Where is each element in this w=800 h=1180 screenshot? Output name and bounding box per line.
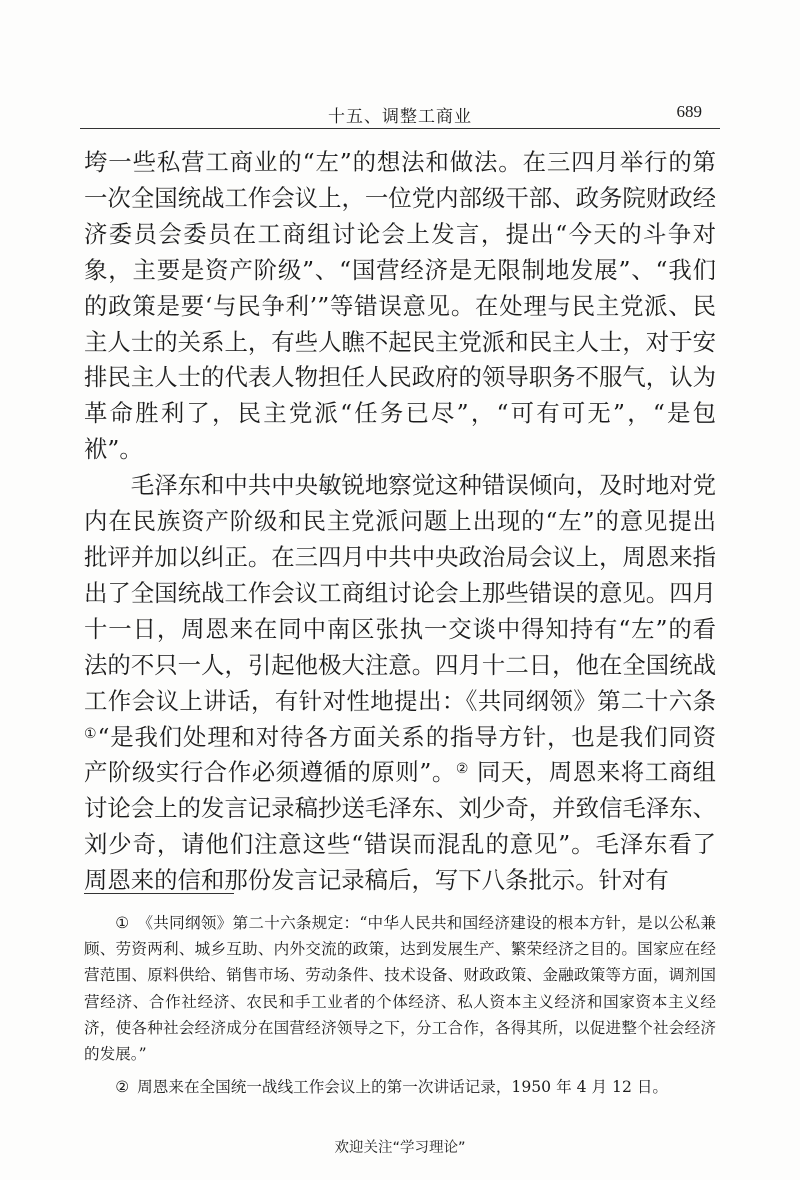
footnote-mark: ① (115, 914, 130, 932)
running-head (80, 98, 720, 128)
footnote-ref-1[interactable]: ① (84, 725, 98, 742)
paragraph (84, 468, 716, 899)
page-number: 689 (676, 102, 702, 121)
body-text (84, 145, 716, 899)
paragraph-text: “是我们处理和对待各方面关系的指导方针，也是我们同资产阶级实行合作必须遵循的原则”。 (84, 722, 716, 787)
paragraph (84, 145, 716, 468)
footnote-mark: ② (115, 1078, 130, 1097)
paragraph-text: 垮一些私营工商业的“左”的想法和做法。在三四月举行的第一次全国统战工作会议上，一位党内部级干部、政务院财政经济委员会委员在工商组讨论会上发言，提出“今天的斗争对象，主要是资产阶级”、“国营经济是无限制地发展”、“我们的政策是要‘与民争利’”等错误意见。在处理与民主党派、民主人士的关系上，有些人瞧不起民主党派和民主人士，对于安排民主人士的代表人物担任人民政府的领导职务不服气，认为革命胜利了，民主党派“任务已尽”，“可有可无”，“是包袱”。 (84, 148, 716, 464)
footnote-text: 周恩来在全国统一战线工作会议上的第一次讲话记录，1950 年 4 月 12 日。 (137, 1078, 669, 1097)
bottom-caption: 欢迎关注“学习理论” (334, 1140, 466, 1156)
paragraph-text: 同天，周恩来将工商组讨论会上的发言记录稿抄送毛泽东、刘少奇，并致信毛泽东、刘少奇，请他们注意这些“错误而混乱的意见”。毛泽东看了周恩来的信和那份发言记录稿后，写下八条批示。针对有 (84, 758, 716, 895)
footnote-2 (84, 1074, 716, 1100)
footnote-rule (84, 893, 234, 894)
running-title: 十五、调整工商业 (328, 107, 472, 127)
footnote-ref-2[interactable]: ② (455, 761, 469, 778)
paragraph-text: 毛泽东和中共中央敏锐地察觉这种错误倾向，及时地对党内在民族资产阶级和民主党派问题上出现的“左”的意见提出批评并加以纠正。在三四月中共中央政治局会议上，周恩来指出了全国统战工作会议工商组讨论会上那些错误的意见。四月十一日，周恩来在同中南区张执一交谈中得知持有“左”的看法的不只一人，引起他极大注意。四月十二日，他在全国统战工作会议上讲话，有针对性地提出：《共同纲领》第二十六条 (84, 471, 716, 715)
footnotes (84, 910, 716, 1107)
footnote-text: 《共同纲领》第二十六条规定：“中华人民共和国经济建设的根本方针，是以公私兼顾、劳资两利、城乡互助、内外交流的政策，达到发展生产、繁荣经济之目的。国家应在经营范围、原料供给、销售市场、劳动条件、技术设备、财政政策、金融政策等方面，调剂国营经济、合作社经济、农民和手工业者的个体经济、私人资本主义经济和国家资本主义经济，使各种社会经济成分在国营经济领导之下，分工合作，各得其所，以促进整个社会经济的发展。” (84, 914, 716, 1064)
footnote-1 (84, 910, 716, 1067)
header-rule (80, 128, 720, 129)
